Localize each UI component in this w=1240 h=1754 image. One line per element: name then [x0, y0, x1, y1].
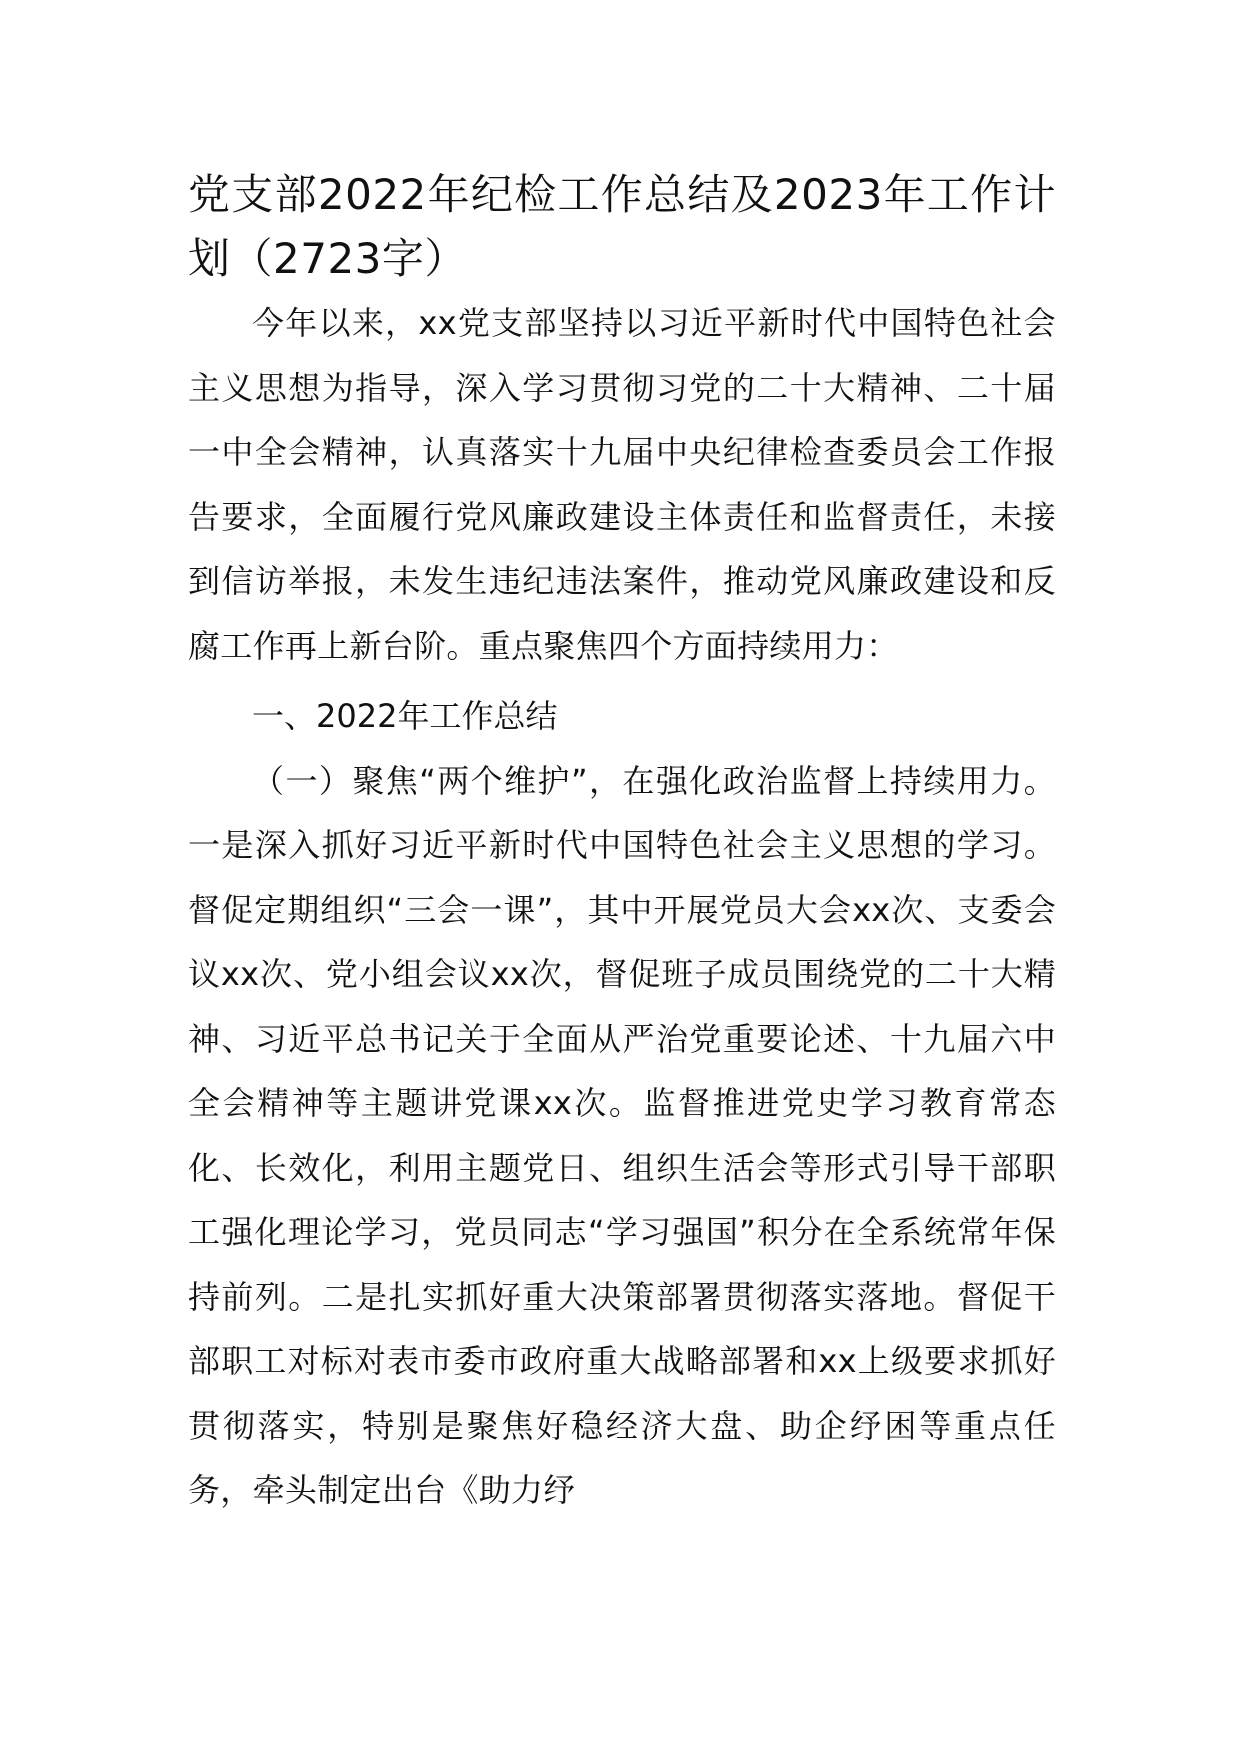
document-title: 党支部2022年纪检工作总结及2023年工作计划（2723字）: [188, 170, 1056, 283]
section-one-paragraph: （一）聚焦“两个维护”，在强化政治监督上持续用力。一是深入抓好习近平新时代中国特色社会主义思想的学习。督促定期组织“三会一课”，其中开展党员大会xx次、支委会议xx次、党小组会议xx次，督促班子成员围绕党的二十大精神、习近平总书记关于全面从严治党重要论述、十九届六中全会精神等主题讲党课xx次。监督推进党史学习教育常态化、长效化，利用主题党日、组织生活会等形式引导干部职工强化理论学习，党员同志“学习强国”积分在全系统常年保持前列。二是扎实抓好重大决策部署贯彻落实落地。督促干部职工对标对表市委市政府重大战略部署和xx上级要求抓好贯彻落实，特别是聚焦好稳经济大盘、助企纾困等重点任务，牵头制定出台《助力纾: [188, 761, 1056, 1509]
section-one-heading: 一、2022年工作总结: [252, 697, 558, 735]
document-body: [188, 163, 1056, 1523]
intro-paragraph: 今年以来，xx党支部坚持以习近平新时代中国特色社会主义思想为指导，深入学习贯彻习党的二十大精神、二十届一中全会精神，认真落实十九届中央纪律检查委员会工作报告要求，全面履行党风廉政建设主体责任和监督责任，未接到信访举报，未发生违纪违法案件，推动党风廉政建设和反腐工作再上新台阶。重点聚焦四个方面持续用力：: [188, 304, 1056, 665]
